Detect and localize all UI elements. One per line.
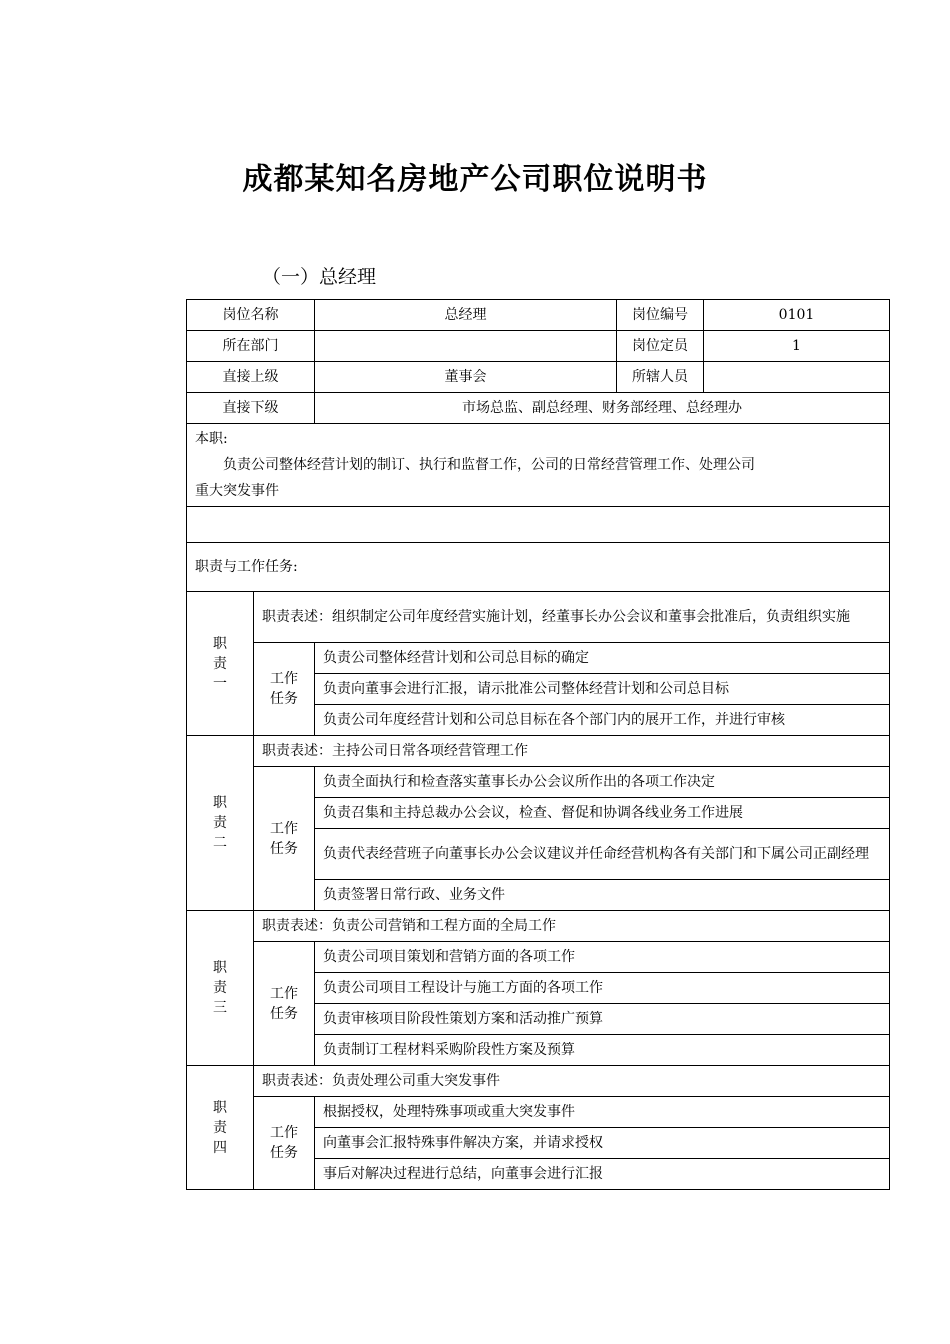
superior-label: 直接上级 <box>187 362 315 393</box>
duty-2-label-char-1: 职 <box>213 795 227 811</box>
duty-3-task-2: 负责公司项目工程设计与施工方面的各项工作 <box>315 973 890 1004</box>
task-label-line-2: 任务 <box>270 1145 298 1161</box>
task-label-line-1: 工作 <box>270 1125 298 1141</box>
duty-statement-row <box>187 911 890 942</box>
duty-3-task-label <box>254 942 315 1066</box>
duty-statement-row <box>187 592 890 643</box>
task-row <box>187 767 890 798</box>
empty-row <box>187 507 890 543</box>
document-title: 成都某知名房地产公司职位说明书 <box>242 162 708 197</box>
duty-1-label-char-2: 责 <box>213 655 227 672</box>
direct-reports-value: 市场总监、副总经理、财务部经理、总经理办 <box>315 393 890 424</box>
table-row <box>187 393 890 424</box>
duty-1-label-char-3: 一 <box>213 675 227 692</box>
duty-2-task-3: 负责代表经营班子向董事长办公会议建议并任命经营机构各有关部门和下属公司正副经理 <box>315 829 890 880</box>
duty-1-task-2: 负责向董事会进行汇报，请示批准公司整体经营计划和公司总目标 <box>315 674 890 705</box>
table-row <box>187 507 890 543</box>
duty-4-task-label <box>254 1097 315 1190</box>
task-row <box>187 643 890 674</box>
position-code-label: 岗位编号 <box>617 300 704 331</box>
section-heading: （一）总经理 <box>262 266 377 288</box>
duty-1-label-char-1: 职 <box>213 635 227 652</box>
duty-2-label-char-2: 责 <box>213 815 227 831</box>
position-name-value: 总经理 <box>315 300 617 331</box>
job-description-table <box>186 299 890 1190</box>
headcount-value: 1 <box>704 331 890 362</box>
duty-4-task-3: 事后对解决过程进行总结，向董事会进行汇报 <box>315 1159 890 1190</box>
table-row <box>187 424 890 507</box>
duty-4-label-char-3: 四 <box>213 1139 227 1156</box>
duty-core-cell <box>187 424 890 507</box>
table-row <box>187 362 890 393</box>
duty-2-label-char-3: 二 <box>213 835 227 851</box>
duty-4-label <box>187 1066 254 1190</box>
position-code-value: 0101 <box>704 300 890 331</box>
duty-3-task-4: 负责制订工程材料采购阶段性方案及预算 <box>315 1035 890 1066</box>
duty-2-task-4: 负责签署日常行政、业务文件 <box>315 880 890 911</box>
responsibilities-label: 职责与工作任务: <box>187 543 890 592</box>
duty-3-task-3: 负责审核项目阶段性策划方案和活动推广预算 <box>315 1004 890 1035</box>
duty-2-statement: 职责表述：主持公司日常各项经营管理工作 <box>254 736 890 767</box>
task-label-line-1: 工作 <box>270 820 298 837</box>
superior-value: 董事会 <box>315 362 617 393</box>
duty-4-task-2: 向董事会汇报特殊事件解决方案，并请求授权 <box>315 1128 890 1159</box>
duty-1-statement: 职责表述：组织制定公司年度经营实施计划，经董事长办公会议和董事会批准后，负责组织实施 <box>254 592 890 643</box>
duty-2-task-1: 负责全面执行和检查落实董事长办公会议所作出的各项工作决定 <box>315 767 890 798</box>
task-label-line-2: 任务 <box>270 1005 298 1022</box>
duty-2-task-label <box>254 767 315 911</box>
task-label-line-1: 工作 <box>270 985 298 1002</box>
position-name-label: 岗位名称 <box>187 300 315 331</box>
duty-core-label: 本职: <box>195 431 228 447</box>
department-value <box>315 331 617 362</box>
subordinates-label: 所辖人员 <box>617 362 704 393</box>
duty-3-statement: 职责表述：负责公司营销和工程方面的全局工作 <box>254 911 890 942</box>
duty-2-task-2: 负责召集和主持总裁办公会议，检查、督促和协调各线业务工作进展 <box>315 798 890 829</box>
duty-3-label-char-2: 责 <box>213 980 227 996</box>
duty-core-line-1: 负责公司整体经营计划的制订、执行和监督工作，公司的日常经营管理工作、处理公司 <box>223 457 755 473</box>
duty-1-label <box>187 592 254 736</box>
duty-2-label <box>187 736 254 911</box>
task-label-line-1: 工作 <box>270 671 298 687</box>
task-row <box>187 942 890 973</box>
duty-4-label-char-2: 责 <box>213 1119 227 1136</box>
duty-3-label <box>187 911 254 1066</box>
task-row <box>187 1097 890 1128</box>
duty-3-task-1: 负责公司项目策划和营销方面的各项工作 <box>315 942 890 973</box>
duty-3-label-char-3: 三 <box>213 1000 227 1016</box>
duty-1-task-label <box>254 643 315 736</box>
headcount-label: 岗位定员 <box>617 331 704 362</box>
subordinates-value <box>704 362 890 393</box>
duty-core-line-2: 重大突发事件 <box>195 483 279 499</box>
duty-statement-row <box>187 736 890 767</box>
duty-1-task-1: 负责公司整体经营计划和公司总目标的确定 <box>315 643 890 674</box>
duty-4-label-char-1: 职 <box>213 1099 227 1116</box>
duty-1-task-3: 负责公司年度经营计划和公司总目标在各个部门内的展开工作，并进行审核 <box>315 705 890 736</box>
duty-4-statement: 职责表述：负责处理公司重大突发事件 <box>254 1066 890 1097</box>
task-label-line-2: 任务 <box>270 840 298 857</box>
direct-reports-label: 直接下级 <box>187 393 315 424</box>
table-row <box>187 300 890 331</box>
table-row <box>187 331 890 362</box>
task-label-line-2: 任务 <box>270 691 298 707</box>
table-row <box>187 543 890 592</box>
duty-4-task-1: 根据授权，处理特殊事项或重大突发事件 <box>315 1097 890 1128</box>
department-label: 所在部门 <box>187 331 315 362</box>
duty-3-label-char-1: 职 <box>213 960 227 976</box>
duty-statement-row <box>187 1066 890 1097</box>
